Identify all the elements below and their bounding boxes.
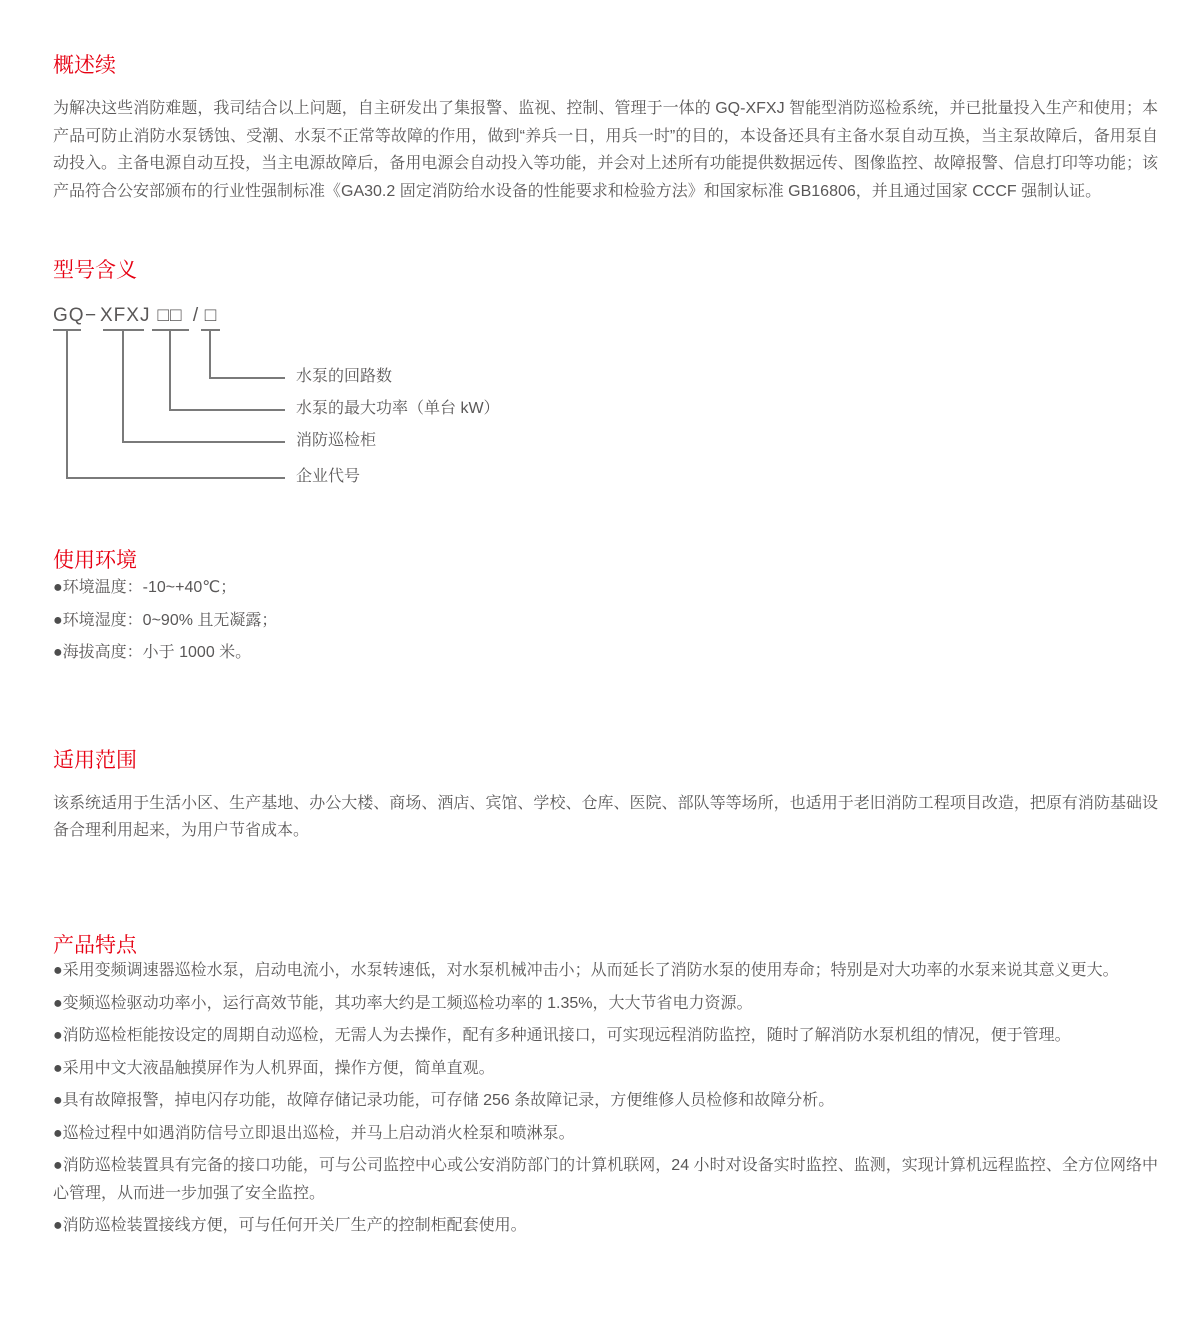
section-features: [53, 935, 1158, 1240]
bullet-icon: ●: [53, 579, 63, 597]
feature-item-text: 巡检过程中如遇消防信号立即退出巡检，并马上启动消火栓泵和喷淋泵。: [62, 1124, 575, 1142]
feature-item-text: 采用中文大液晶触摸屏作为人机界面，操作方便，简单直观。: [62, 1059, 495, 1077]
environment-item-text: 环境温度：-10~+40℃；: [62, 579, 237, 597]
connector-hline-power: [169, 409, 285, 411]
connector-hline-circuit: [209, 377, 285, 379]
connector-vline-circuit: [209, 329, 211, 379]
environment-item-text: 海拔高度：小于 1000 米。: [62, 644, 252, 662]
connector-vline-product: [122, 329, 124, 443]
bullet-icon: ●: [53, 994, 63, 1012]
feature-item: [53, 957, 1158, 985]
environment-item: [53, 637, 1158, 670]
bullet-icon: ●: [53, 1124, 63, 1142]
features-heading: 产品特点: [53, 934, 137, 958]
connector-vline-power: [169, 329, 171, 411]
bullet-icon: ●: [53, 644, 63, 662]
model-heading: 型号含义: [53, 259, 137, 283]
model-code-company: GQ: [53, 305, 85, 327]
feature-item-text: 变频巡检驱动功率小，运行高效节能，其功率大约是工频巡检功率的 1.35%，大大节省电力资源。: [62, 994, 753, 1012]
bullet-icon: ●: [53, 962, 63, 980]
scope-heading: 适用范围: [53, 748, 137, 772]
model-label-max-power: 水泵的最大功率（单台 kW）: [296, 400, 500, 418]
section-environment: [53, 550, 1158, 670]
bullet-icon: ●: [53, 1027, 63, 1045]
feature-item: [53, 1022, 1158, 1050]
section-model-meaning: [53, 260, 1158, 490]
model-code-dash: −: [84, 305, 98, 327]
bullet-icon: ●: [53, 1217, 63, 1235]
model-code-circuit-box: □: [204, 305, 218, 327]
feature-item: [53, 1212, 1158, 1240]
model-code-product: XFXJ: [100, 305, 151, 327]
environment-item: [53, 605, 1158, 638]
scope-paragraph: 该系统适用于生活小区、生产基地、办公大楼、商场、酒店、宾馆、学校、仓库、医院、部队等等场所，也适用于老旧消防工程项目改造，把原有消防基础设备合理利用起来，为用户节省成本。: [53, 794, 1158, 840]
connector-hline-product: [122, 441, 285, 443]
feature-item: [53, 990, 1158, 1018]
feature-item: [53, 1120, 1158, 1148]
feature-item: [53, 1152, 1158, 1207]
connector-hline-company: [66, 477, 285, 479]
overview-paragraph: 为解决这些消防难题，我司结合以上问题，自主研发出了集报警、监视、控制、管理于一体的 GQ-XFXJ 智能型消防巡检系统，并已批量投入生产和使用；本产品可防止消防水泵锈蚀、受潮、水泵不正常等故障的作用，做到“养兵一日，用兵一时”的目的，本设备还具有主备水泵自动互换，当主泵故障后，备用泵自动投入。主备电源自动互投，当主电源故障后，备用电源会自动投入等功能，并会对上述所有功能提供数据远传、图像监控、故障报警、信息打印等功能；该产品符合公安部颁布的行业性强制标准《GA30.2 固定消防给水设备的性能要求和检验方法》和国家标准 GB16806，并且通过国家 CCCF 强制认证。: [53, 100, 1158, 200]
feature-item: [53, 1087, 1158, 1115]
model-label-company-code: 企业代号: [296, 468, 361, 486]
model-code-diagram: [53, 305, 1158, 490]
model-code-slash: /: [192, 305, 200, 327]
environment-heading: 使用环境: [53, 549, 137, 573]
environment-list: [53, 572, 1158, 670]
features-list: [53, 957, 1158, 1240]
environment-item: [53, 572, 1158, 605]
bullet-icon: ●: [53, 1092, 63, 1110]
feature-item-text: 消防巡检装置具有完备的接口功能，可与公司监控中心或公安消防部门的计算机联网，24 小时对设备实时监控、监测，实现计算机远程监控、全方位网络中心管理，从而进一步加强了安全监控。: [53, 1157, 1158, 1202]
bullet-icon: ●: [53, 611, 63, 629]
feature-item-text: 消防巡检装置接线方便，可与任何开关厂生产的控制柜配套使用。: [62, 1217, 527, 1235]
section-scope: [53, 750, 1158, 845]
model-label-circuit-count: 水泵的回路数: [296, 368, 393, 386]
environment-item-text: 环境湿度：0~90% 且无凝露；: [62, 611, 278, 629]
feature-item-text: 具有故障报警，掉电闪存功能，故障存储记录功能，可存储 256 条故障记录，方便维修人员检修和故障分析。: [62, 1092, 835, 1110]
model-label-cabinet: 消防巡检柜: [296, 432, 377, 450]
feature-item-text: 消防巡检柜能按设定的周期自动巡检，无需人为去操作，配有多种通讯接口，可实现远程消防监控，随时了解消防水泵机组的情况，便于管理。: [62, 1027, 1071, 1045]
model-code-power-boxes: □□: [157, 305, 183, 327]
bullet-icon: ●: [53, 1157, 63, 1175]
section-overview: [53, 55, 1158, 205]
bullet-icon: ●: [53, 1059, 63, 1077]
overview-heading: 概述续: [53, 54, 116, 77]
feature-item: [53, 1055, 1158, 1083]
connector-vline-company: [66, 329, 68, 479]
feature-item-text: 采用变频调速器巡检水泵，启动电流小，水泵转速低，对水泵机械冲击小；从而延长了消防水泵的使用寿命；特别是对大功率的水泵来说其意义更大。: [62, 962, 1119, 980]
